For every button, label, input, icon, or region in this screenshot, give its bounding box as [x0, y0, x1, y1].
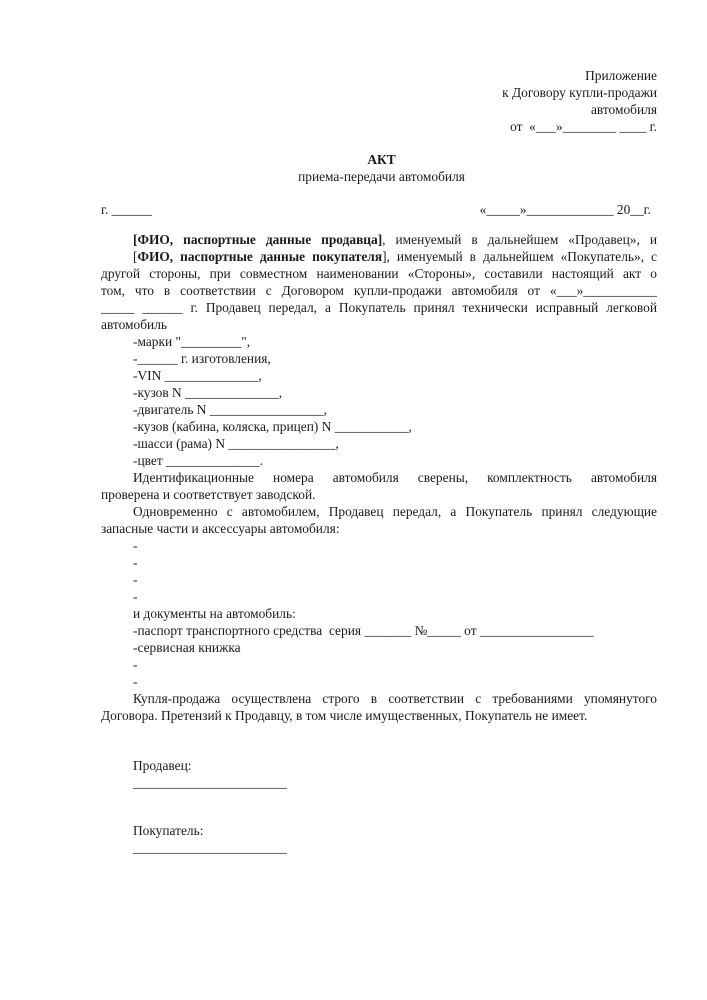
intro-line-4: том, что в соответствии с Договором купли-продажи автомобиля от «___»___________ [101, 283, 657, 298]
vehicle-item: -______ г. изготовления, [133, 351, 271, 366]
vehicle-item: -кузов N ______________, [133, 385, 283, 400]
docs-item: -сервисная книжка [133, 640, 241, 655]
vehicle-item: -двигатель N _________________, [133, 402, 327, 417]
intro-line-6: автомобиль [101, 317, 167, 332]
buyer-signature-label: Покупатель: [133, 823, 204, 838]
buyer-placeholder: ФИО, паспортные данные покупателя [137, 249, 383, 264]
docs-heading: и документы на автомобиль: [133, 606, 296, 621]
intro-line-1: [ФИО, паспортные данные продавца], именуемый в дальнейшем «Продавец», и [133, 232, 657, 247]
parts-line-1: Одновременно с автомобилем, Продавец передал, а Покупатель принял следующие [133, 504, 657, 519]
parts-item: - [133, 589, 138, 604]
docs-item: - [133, 657, 138, 672]
ident-line-2: проверена и соответствует заводской. [101, 487, 316, 502]
header-contract-ref: к Договору купли-продажи [502, 85, 657, 100]
header-vehicle: автомобиля [590, 102, 657, 117]
ident-line-1: Идентификационные номера автомобиля сверены, комплектность автомобиля [133, 470, 657, 485]
date-field: «_____»_____________ 20__г. [479, 202, 651, 217]
closing-line-1: Купля-продажа осуществлена строго в соответствии с требованиями упомянутого [133, 691, 657, 706]
seller-signature-label: Продавец: [133, 758, 192, 773]
vehicle-item: -VIN ______________, [133, 368, 262, 383]
parts-item: - [133, 538, 138, 553]
place-field: г. ______ [101, 202, 152, 217]
parts-item: - [133, 572, 138, 587]
vehicle-item: -кузов (кабина, коляска, прицеп) N ___________, [133, 419, 412, 434]
buyer-signature-line: _______________________ [133, 840, 287, 855]
vehicle-item: -шасси (рама) N ________________, [133, 436, 339, 451]
closing-line-2: Договора. Претензий к Продавцу, в том числе имущественных, Покупатель не имеет. [101, 708, 588, 723]
parts-line-2: запасные части и аксессуары автомобиля: [101, 521, 340, 536]
docs-item: -паспорт транспортного средства серия _______ №_____ от _________________ [133, 623, 594, 638]
seller-signature-line: _______________________ [133, 775, 287, 790]
intro-line-3: другой стороны, при совместном наименовании «Стороны», составили настоящий акт о [101, 266, 657, 281]
docs-item: - [133, 674, 138, 689]
seller-placeholder: [ФИО, паспортные данные продавца] [133, 232, 383, 247]
intro-line-5: _____ ______ г. Продавец передал, а Покупатель принял технически исправный легковой [101, 300, 657, 315]
parts-item: - [133, 555, 138, 570]
document-title: АКТ [367, 152, 396, 167]
document-subtitle: приема-передачи автомобиля [298, 169, 465, 184]
vehicle-item: -цвет ______________. [133, 453, 264, 468]
header-appendix: Приложение [585, 68, 657, 83]
intro-line-2: [ФИО, паспортные данные покупателя], именуемый в дальнейшем «Покупатель», с [133, 249, 657, 264]
vehicle-item: -марки "_________", [133, 334, 251, 349]
header-date: от «___»________ ____ г. [510, 119, 657, 134]
